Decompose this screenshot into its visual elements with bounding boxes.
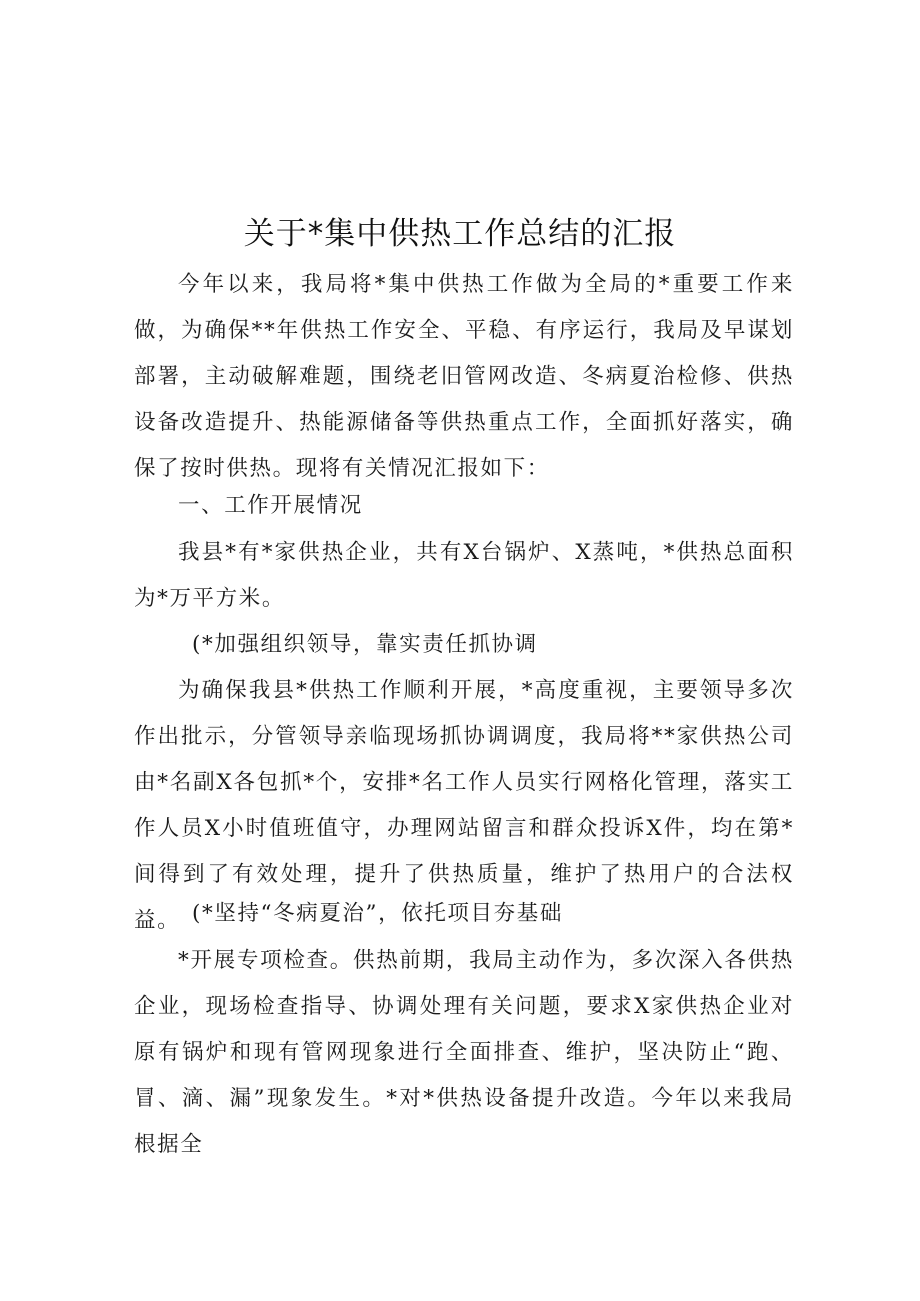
organization-paragraph: 为确保我县*供热工作顺利开展，*高度重视，主要领导多次作出批示，分管领导亲临现场抓协调调度，我局将**家供热公司由*名副X各包抓*个，安排*名工作人员实行网格化管理，落实工作人员X小时值班值守，办理网站留言和群众投诉X件，均在第*间得到了有效处理，提升了供热质量，维护了热用户的合法权益。: [134, 678, 794, 933]
section-heading-work-progress: 一、工作开展情况: [178, 493, 363, 518]
intro-paragraph: 今年以来，我局将*集中供热工作做为全局的*重要工作来做，为确保**年供热工作安全、平稳、有序运行，我局及早谋划部署，主动破解难题，围绕老旧管网改造、冬病夏治检修、供热设备改造提升、热能源储备等供热重点工作，全面抓好落实，确保了按时供热。现将有关情况汇报如下：: [134, 272, 794, 481]
inspection-paragraph: *开展专项检查。供热前期，我局主动作为，多次深入各供热企业，现场检查指导、协调处理有关问题，要求X家供热企业对原有锅炉和现有管网现象进行全面排查、维护，坚决防止“跑、冒、滴、漏”现象发生。*对*供热设备提升改造。今年以来我局根据全: [134, 948, 794, 1157]
document-title: 关于*集中供热工作总结的汇报: [243, 216, 677, 252]
situation-paragraph: 我县*有*家供热企业，共有X台锅炉、X蒸吨，*供热总面积为*万平方米。: [134, 540, 794, 611]
subheading-organization: (*加强组织领导，靠实责任抓协调: [192, 632, 538, 657]
subheading-winter-treatment: (*坚持“冬病夏治”，依托项目夯基础: [192, 901, 563, 926]
